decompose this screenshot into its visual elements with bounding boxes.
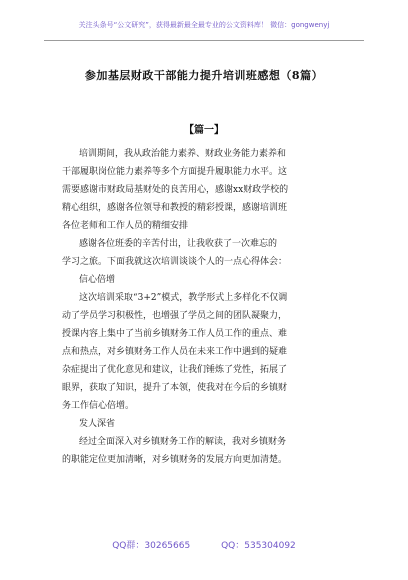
body-line: 眼界，获取了知识，提升了本领，使我对在今后的乡镇财 xyxy=(62,383,288,393)
footer-qq-group: QQ群：30265665 xyxy=(112,541,191,551)
body-line: 务工作信心倍增。 xyxy=(62,401,135,411)
body-line: 精心组织，感谢各位领导和教授的精彩授课，感谢培训班 xyxy=(62,203,288,213)
header-divider xyxy=(44,40,364,41)
body-line: 经过全面深入对乡镇财务工作的解读，我对乡镇财务 xyxy=(79,437,287,447)
body-line: 点和热点，对乡镇财务工作人员在未来工作中遇到的疑难 xyxy=(62,347,288,357)
footer xyxy=(0,538,408,551)
body-line: 培训期间，我从政治能力素养、财政业务能力素养和 xyxy=(79,149,287,159)
header-notice: 关注头条号“公文研究”，获得最新最全最专业的公文资料库！ 微信：gongwenyj xyxy=(78,21,330,29)
body-line: 动了学员学习积极性，也增强了学员之间的团队凝聚力， xyxy=(62,311,288,321)
body-line: 各位老师和工作人员的精细安排 xyxy=(62,221,189,231)
footer-qq: QQ：535304092 xyxy=(221,541,296,551)
section-heading: 【篇一】 xyxy=(184,125,224,136)
body-line: 杂症提出了优化意见和建议，让我们锤炼了党性，拓展了 xyxy=(62,365,288,375)
document-title: 参加基层财政干部能力提升培训班感想（8篇） xyxy=(84,69,324,82)
subheading: 发人深省 xyxy=(79,419,116,429)
body-line: 需要感谢市财政局基财处的良苦用心，感谢xx财政学校的 xyxy=(62,185,289,195)
body-line: 学习之旅。下面我就这次培训谈谈个人的一点心得体会： xyxy=(62,257,288,267)
body-line: 授课内容上集中了当前乡镇财务工作人员工作的重点、难 xyxy=(62,329,288,339)
body-line: 干部履职岗位能力素养等多个方面提升履职能力水平。这 xyxy=(62,167,288,177)
subheading: 信心倍增 xyxy=(79,275,116,285)
body-line: 的职能定位更加清晰，对乡镇财务的发展方向更加清楚。 xyxy=(62,455,288,465)
body-line: 这次培训采取“3+2”模式，教学形式上多样化不仅调 xyxy=(79,293,288,303)
body-line: 感谢各位班委的辛苦付出，让我收获了一次难忘的 xyxy=(79,239,278,249)
